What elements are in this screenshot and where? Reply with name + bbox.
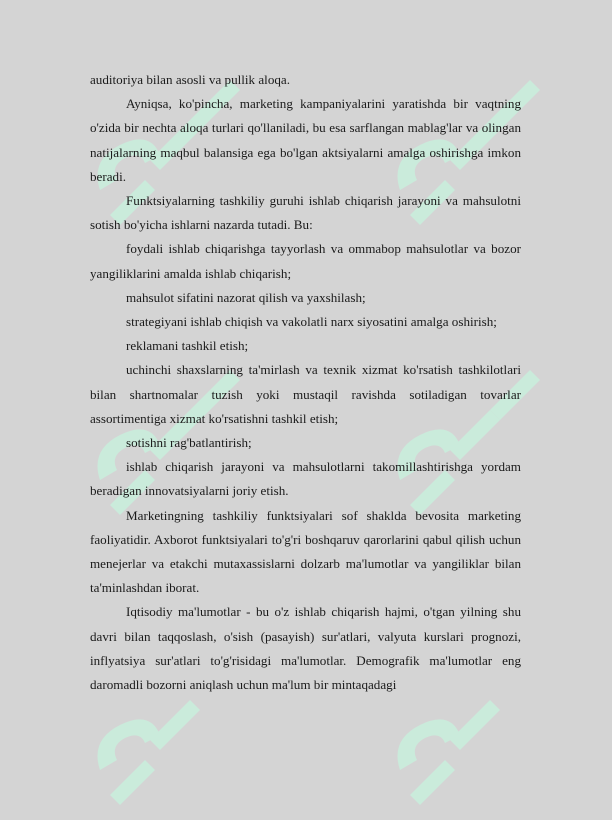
- list-item: reklamani tashkil etish;: [126, 338, 249, 354]
- paragraph: Ayniqsa, ko'pincha, marketing kampaniyalarini yaratishda bir vaqtning o'zida bir nechta aloqa turlari qo'llaniladi, bu esa sarflangan mablag'lar va olingan natijalarning maqbul balansiga ega bo'lgan aktsiyalarni amalga oshirishga imkon beradi.: [90, 96, 521, 184]
- paragraph: Funktsiyalarning tashkiliy guruhi ishlab chiqarish jarayoni va mahsulotni sotish bo'yicha ishlarni nazarda tutadi. Bu:: [90, 193, 521, 233]
- list-item: strategiyani ishlab chiqish va vakolatli narx siyosatini amalga oshirish;: [126, 314, 497, 330]
- list-item: foydali ishlab chiqarishga tayyorlash va ommabop mahsulotlar va bozor yangiliklarini amalda ishlab chiqarish;: [90, 241, 521, 281]
- document-page: [90, 68, 521, 697]
- paragraph: auditoriya bilan asosli va pullik aloqa.: [90, 72, 290, 87]
- list-item: uchinchi shaxslarning ta'mirlash va texnik xizmat ko'rsatish tashkilotlari bilan shartnomalar tuzish yoki mustaqil ravishda sotiladigan tovarlar assortimentiga xizmat ko'rsatishni tashkil etish;: [90, 362, 521, 426]
- list-item: ishlab chiqarish jarayoni va mahsulotlarni takomillashtirishga yordam beradigan innovatsiyalarni joriy etish.: [90, 459, 521, 499]
- list-item: mahsulot sifatini nazorat qilish va yaxshilash;: [126, 289, 366, 305]
- list-item: sotishni rag'batlantirish;: [126, 435, 252, 451]
- paragraph: Marketingning tashkiliy funktsiyalari sof shaklda bevosita marketing faoliyatidir. Axborot funktsiyalari to'g'ri boshqaruv qarorlarini qabul qilish uchun menejerlar va etakchi mutaxassislarni dolzarb ma'lumotlar va yangiliklar bilan ta'minlashdan iborat.: [90, 507, 521, 596]
- paragraph: Iqtisodiy ma'lumotlar - bu o'z ishlab chiqarish hajmi, o'tgan yilning shu davri bilan taqqoslash, o'sish (pasayish) sur'atlari, valyuta kurslari prognozi, inflyatsiya sur'atlari to'g'risidagi ma'lumotlar. Demografik ma'lumotlar eng daromadli bozorni aniqlash uchun ma'lum bir mintaqadagi: [90, 604, 521, 693]
